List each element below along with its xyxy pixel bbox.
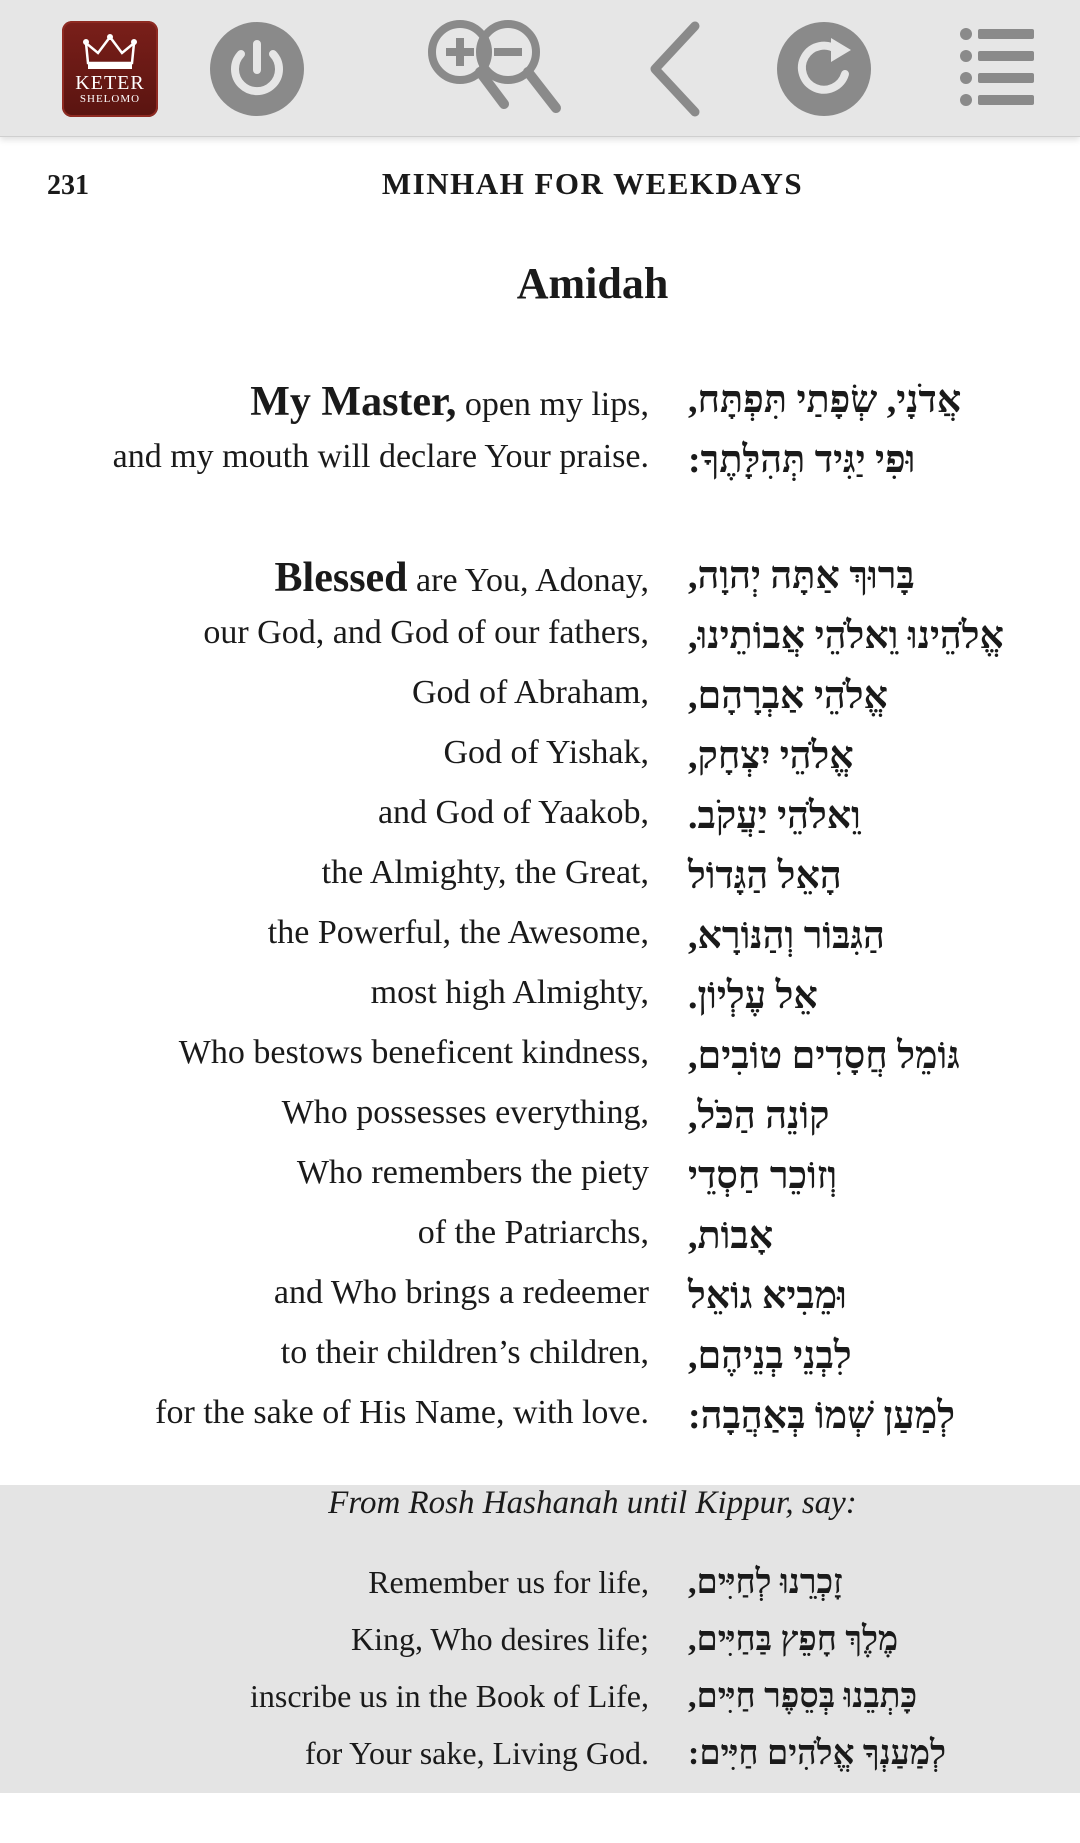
hebrew-text: לִבְנֵי בְנֵיהֶם, bbox=[688, 1335, 852, 1377]
english-text: Blessed are You, Adonay, bbox=[274, 555, 649, 601]
english-text: our God, and God of our fathers, bbox=[203, 614, 649, 651]
hebrew-text: כָּתְבֵנוּ בְּסֵפֶר חַיִּים, bbox=[688, 1678, 918, 1715]
hebrew-text: בָּרוּךְ אַתָּה יְהוָה, bbox=[688, 555, 915, 597]
hebrew-text: לְמַעַן שְׁמוֹ בְּאַהֲבָה: bbox=[688, 1395, 956, 1437]
english-text: God of Yishak, bbox=[443, 734, 649, 771]
english-text: of the Patriarchs, bbox=[417, 1214, 649, 1251]
english-text: the Almighty, the Great, bbox=[321, 854, 649, 891]
english-text: Who bestows beneficent kindness, bbox=[178, 1034, 649, 1071]
english-text: Remember us for life, bbox=[368, 1564, 649, 1600]
back-arrow-icon bbox=[645, 20, 705, 118]
english-text: God of Abraham, bbox=[411, 674, 649, 711]
prayer-line bbox=[0, 854, 1080, 908]
hebrew-text: אֱלֹהֵינוּ וֵאלֹהֵי אֲבוֹתֵינוּ, bbox=[688, 615, 1004, 657]
hebrew-text: זָכְרֵנוּ לְחַיִּים, bbox=[688, 1564, 843, 1601]
hebrew-text: הַגִּבּוֹר וְהַנּוֹרָא, bbox=[688, 915, 885, 957]
zoom-in-out-icon bbox=[422, 18, 582, 118]
menu-list-icon bbox=[960, 26, 1036, 112]
hebrew-text: אָבוֹת, bbox=[688, 1215, 774, 1257]
prayer-line bbox=[0, 794, 1080, 848]
hebrew-text: וּפִי יַגִּיד תְּהִלָּתֶךָ: bbox=[688, 439, 916, 481]
english-text: most high Almighty, bbox=[370, 974, 649, 1011]
english-text: and Who brings a redeemer bbox=[273, 1274, 649, 1311]
hebrew-text: אֲדֹנָי, שְׂפָתַי תִּפְתָּח, bbox=[688, 379, 962, 421]
english-text: and my mouth will declare Your praise. bbox=[112, 438, 649, 475]
power-button[interactable] bbox=[208, 20, 306, 118]
logo-text-shelomo: SHELOMO bbox=[79, 93, 141, 105]
english-text: Who remembers the piety bbox=[296, 1154, 649, 1191]
prayer-line bbox=[0, 674, 1080, 728]
english-text: for Your sake, Living God. bbox=[305, 1735, 649, 1771]
hebrew-text: מֶלֶךְ חָפֵץ בַּחַיִּים, bbox=[688, 1621, 899, 1658]
english-text: inscribe us in the Book of Life, bbox=[249, 1678, 649, 1714]
english-text: Who possesses everything, bbox=[281, 1094, 649, 1131]
hebrew-text: וּמֵבִיא גוֹאֵל bbox=[688, 1275, 847, 1317]
crown-icon bbox=[82, 33, 138, 71]
prayer-line bbox=[0, 974, 1080, 1028]
zoom-button[interactable] bbox=[422, 18, 582, 118]
hebrew-text: קוֹנֵה הַכֹּל, bbox=[688, 1095, 830, 1137]
english-text: to their children’s children, bbox=[280, 1334, 649, 1371]
back-button[interactable] bbox=[645, 20, 705, 118]
prayer-line bbox=[0, 614, 1080, 668]
prayer-line bbox=[0, 554, 1080, 608]
prayer-line bbox=[0, 1334, 1080, 1388]
english-text: for the sake of His Name, with love. bbox=[155, 1394, 649, 1431]
prayer-line bbox=[0, 378, 1080, 432]
prayer-line bbox=[0, 734, 1080, 788]
prayer-line bbox=[0, 1274, 1080, 1328]
insert-line bbox=[0, 1678, 1080, 1732]
prayer-line bbox=[0, 914, 1080, 968]
prayer-line bbox=[0, 1094, 1080, 1148]
section-title: Amidah bbox=[516, 259, 669, 308]
hebrew-text: לְמַעַנְךָ אֱלֹהִים חַיִּים: bbox=[688, 1735, 946, 1772]
prayer-line bbox=[0, 1214, 1080, 1268]
english-text: and God of Yaakob, bbox=[377, 794, 649, 831]
prayer-line bbox=[0, 1154, 1080, 1208]
hebrew-text: וֵאלֹהֵי יַעֲקֹב. bbox=[688, 795, 861, 837]
keter-shelomo-logo[interactable] bbox=[62, 21, 158, 117]
refresh-button[interactable] bbox=[775, 20, 873, 118]
insert-line bbox=[0, 1564, 1080, 1618]
hebrew-text: גּוֹמֵל חֲסָדִים טוֹבִים, bbox=[688, 1035, 960, 1077]
hebrew-text: וְזוֹכֵר חַסְדֵי bbox=[688, 1155, 838, 1197]
insert-line bbox=[0, 1621, 1080, 1675]
prayer-line bbox=[0, 438, 1080, 492]
hebrew-text: אֱלֹהֵי אַבְרָהָם, bbox=[688, 675, 888, 717]
logo-text-keter: KETER bbox=[75, 72, 145, 94]
insert-title: From Rosh Hashanah until Kippur, say: bbox=[328, 1485, 857, 1521]
hebrew-text: הָאֵל הַגָּדוֹל bbox=[688, 855, 842, 897]
prayer-line bbox=[0, 1394, 1080, 1448]
hebrew-text: אֵל עֶלְיוֹן. bbox=[688, 975, 818, 1017]
page-number: 231 bbox=[47, 170, 89, 201]
power-icon bbox=[208, 20, 306, 118]
prayer-line bbox=[0, 1034, 1080, 1088]
insert-line bbox=[0, 1735, 1080, 1789]
refresh-icon bbox=[775, 20, 873, 118]
english-text: My Master, open my lips, bbox=[250, 379, 649, 425]
menu-button[interactable] bbox=[960, 26, 1036, 112]
top-toolbar bbox=[0, 0, 1080, 137]
running-title: MINHAH FOR WEEKDAYS bbox=[381, 166, 804, 201]
english-text: the Powerful, the Awesome, bbox=[267, 914, 649, 951]
hebrew-text: אֱלֹהֵי יִצְחָק, bbox=[688, 735, 854, 777]
english-text: King, Who desires life; bbox=[350, 1621, 649, 1657]
